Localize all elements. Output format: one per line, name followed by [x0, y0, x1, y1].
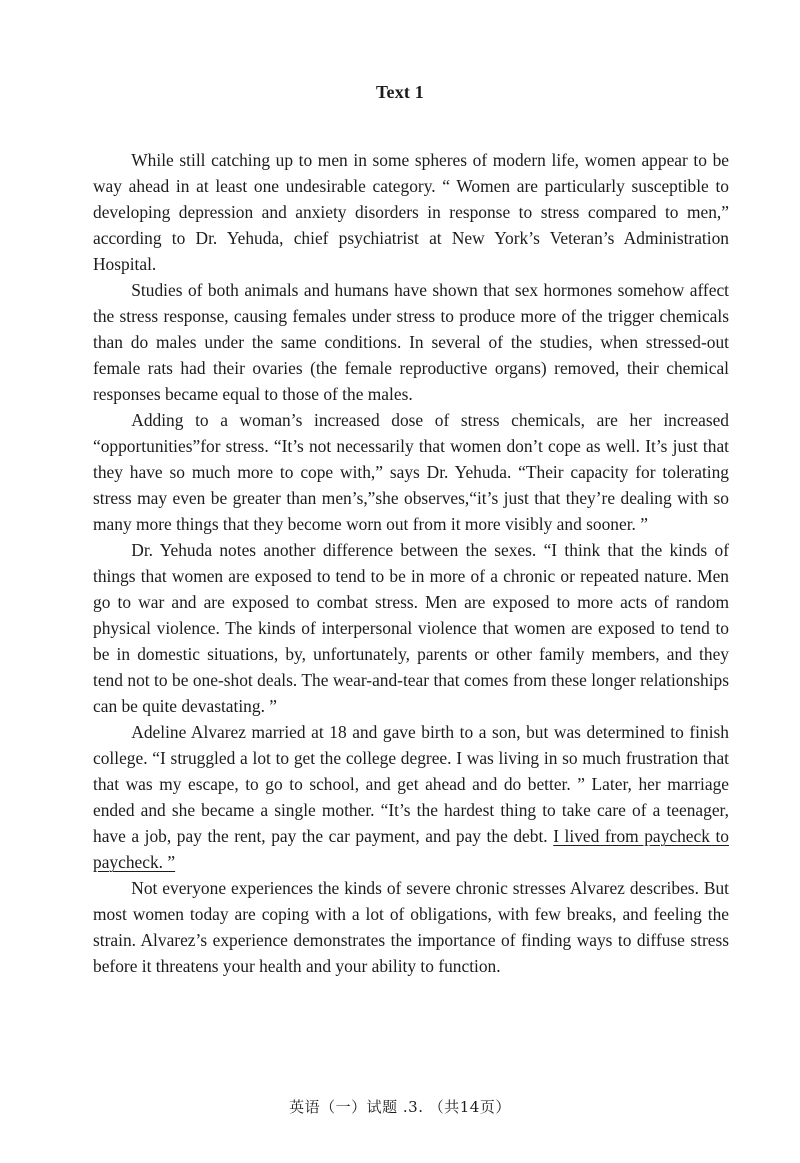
passage-title: Text 1	[375, 82, 425, 102]
paragraph-5	[93, 719, 729, 875]
paragraph-5-text: Adeline Alvarez married at 18 and gave birth to a son, but was determined to finish college. “I struggled a lot to get the college degree. I was living in so much frustration that that was my escape, to go to school, and get ahead and do better. ” Later, her marriage ended and she became a single mother. “It’s the hardest thing to take care of a teenager, have a job, pay the rent, pay the car payment, and pay the debt.	[93, 722, 729, 846]
passage-body	[93, 147, 729, 979]
paragraph-6: Not everyone experiences the kinds of severe chronic stresses Alvarez describes. But most women today are coping with a lot of obligations, with few breaks, and feeling the strain. Alvarez’s experience demonstrates the importance of finding ways to diffuse stress before it threatens your health and your ability to function.	[93, 878, 729, 976]
paragraph-2: Studies of both animals and humans have shown that sex hormones somehow affect the stress response, causing females under stress to produce more of the trigger chemicals than do males under the same conditions. In several of the studies, when stressed-out female rats had their ovaries (the female reproductive organs) removed, their chemical responses became equal to those of the males.	[93, 280, 729, 404]
paragraph-1: While still catching up to men in some spheres of modern life, women appear to be way ahead in at least one undesirable category. “ Women are particularly susceptible to developing depression and anxiety disorders in response to stress compared to men,” according to Dr. Yehuda, chief psychiatrist at New York’s Veteran’s Administration Hospital.	[93, 150, 729, 274]
paragraph-4: Dr. Yehuda notes another difference between the sexes. “I think that the kinds of things that women are exposed to tend to be in more of a chronic or repeated nature. Men go to war and are exposed to combat stress. Men are exposed to more acts of random physical violence. The kinds of interpersonal violence that women are exposed to tend to be in domestic situations, by, unfortunately, parents or other family members, and they tend not to be one-shot deals. The wear-and-tear that comes from these longer relationships can be quite devastating. ”	[93, 540, 729, 716]
page-footer: 英语（一）试题 .3. （共14页）	[289, 1098, 511, 1116]
underlined-sentence: I lived from paycheck to paycheck. ”	[93, 826, 729, 872]
paragraph-3: Adding to a woman’s increased dose of stress chemicals, are her increased “opportunities”for stress. “It’s not necessarily that women don’t cope as well. It’s just that they have so much more to cope with,” says Dr. Yehuda. “Their capacity for tolerating stress may even be greater than men’s,”she observes,“it’s just that they’re dealing with so many more things that they become worn out from it more visibly and sooner. ”	[93, 410, 729, 534]
